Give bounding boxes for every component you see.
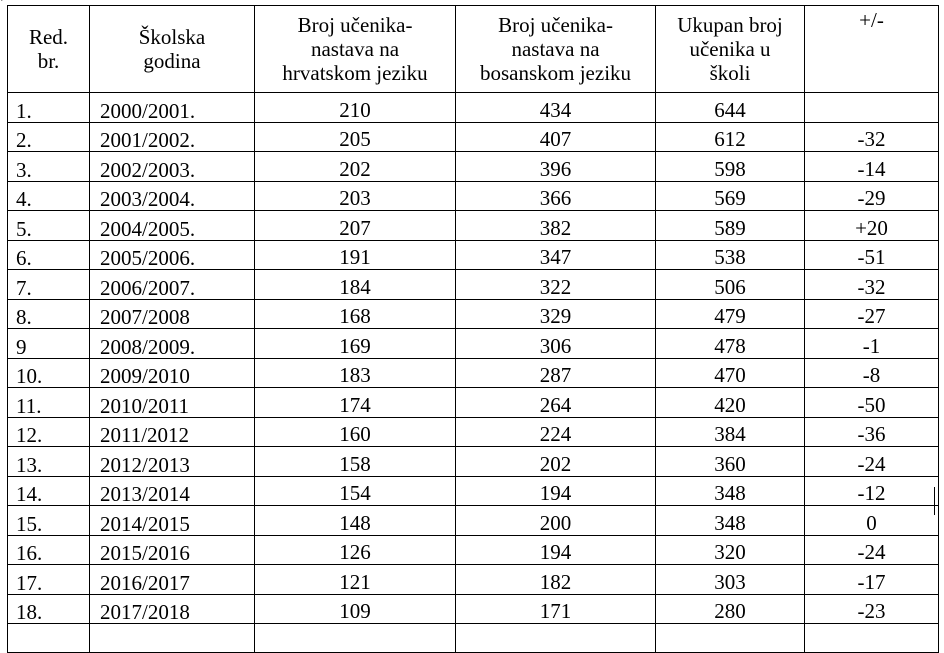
row-number-cell: 14. xyxy=(8,476,90,506)
croatian-count-cell: 207 xyxy=(255,211,456,241)
header-line: Broj učenika- xyxy=(498,13,613,37)
table-row xyxy=(8,181,939,211)
table-row xyxy=(8,329,939,359)
bosnian-count-cell: 194 xyxy=(456,476,656,506)
difference-cell: -24 xyxy=(805,535,939,565)
bosnian-count-cell: 264 xyxy=(456,388,656,418)
header-line: +/- xyxy=(859,8,884,32)
row-number-cell: 10. xyxy=(8,358,90,388)
total-count-cell: 360 xyxy=(656,447,805,477)
bosnian-count-cell: 194 xyxy=(456,535,656,565)
table-row xyxy=(8,122,939,152)
header-skolska-godina xyxy=(90,6,255,93)
school-year-cell xyxy=(90,624,255,653)
school-year-cell: 2013/2014 xyxy=(90,476,255,506)
school-year-cell: 2004/2005. xyxy=(90,211,255,241)
header-line: školi xyxy=(709,61,751,85)
total-count-cell: 303 xyxy=(656,565,805,595)
croatian-count-cell: 154 xyxy=(255,476,456,506)
bosnian-count-cell: 322 xyxy=(456,270,656,300)
croatian-count-cell: 210 xyxy=(255,93,456,123)
table-row xyxy=(8,270,939,300)
school-year-cell: 2011/2012 xyxy=(90,417,255,447)
croatian-count-cell: 160 xyxy=(255,417,456,447)
bosnian-count-cell: 306 xyxy=(456,329,656,359)
school-year-cell: 2003/2004. xyxy=(90,181,255,211)
total-count-cell: 478 xyxy=(656,329,805,359)
table-body xyxy=(8,93,939,653)
difference-cell: -32 xyxy=(805,270,939,300)
row-number-cell: 15. xyxy=(8,506,90,536)
row-number-cell: 7. xyxy=(8,270,90,300)
total-count-cell xyxy=(656,624,805,653)
table-row xyxy=(8,240,939,270)
header-line: godina xyxy=(143,49,201,73)
table-row xyxy=(8,93,939,123)
difference-cell: -32 xyxy=(805,122,939,152)
school-year-cell: 2006/2007. xyxy=(90,270,255,300)
total-count-cell: 538 xyxy=(656,240,805,270)
table-row xyxy=(8,417,939,447)
croatian-count-cell: 126 xyxy=(255,535,456,565)
difference-cell: -50 xyxy=(805,388,939,418)
header-line: nastava na xyxy=(511,37,600,61)
total-count-cell: 644 xyxy=(656,93,805,123)
table-row xyxy=(8,476,939,506)
croatian-count-cell: 184 xyxy=(255,270,456,300)
difference-cell xyxy=(805,93,939,123)
table-row xyxy=(8,535,939,565)
difference-cell: -23 xyxy=(805,594,939,624)
header-hrvatski xyxy=(255,6,456,93)
bosnian-count-cell xyxy=(456,624,656,653)
difference-cell: -17 xyxy=(805,565,939,595)
school-year-cell: 2017/2018 xyxy=(90,594,255,624)
difference-cell: -29 xyxy=(805,181,939,211)
total-count-cell: 470 xyxy=(656,358,805,388)
table-row xyxy=(8,388,939,418)
table-row xyxy=(8,565,939,595)
croatian-count-cell: 203 xyxy=(255,181,456,211)
school-year-cell: 2012/2013 xyxy=(90,447,255,477)
row-number-cell: 1. xyxy=(8,93,90,123)
table-row xyxy=(8,299,939,329)
croatian-count-cell xyxy=(255,624,456,653)
croatian-count-cell: 169 xyxy=(255,329,456,359)
total-count-cell: 348 xyxy=(656,476,805,506)
total-count-cell: 589 xyxy=(656,211,805,241)
row-number-cell: 3. xyxy=(8,152,90,182)
bosnian-count-cell: 224 xyxy=(456,417,656,447)
row-number-cell: 6. xyxy=(8,240,90,270)
bosnian-count-cell: 434 xyxy=(456,93,656,123)
school-year-cell: 2014/2015 xyxy=(90,506,255,536)
difference-cell: +20 xyxy=(805,211,939,241)
row-number-cell: 8. xyxy=(8,299,90,329)
table-row xyxy=(8,447,939,477)
croatian-count-cell: 183 xyxy=(255,358,456,388)
croatian-count-cell: 148 xyxy=(255,506,456,536)
student-count-table xyxy=(7,5,939,653)
difference-cell: -51 xyxy=(805,240,939,270)
croatian-count-cell: 205 xyxy=(255,122,456,152)
bosnian-count-cell: 287 xyxy=(456,358,656,388)
croatian-count-cell: 158 xyxy=(255,447,456,477)
bosnian-count-cell: 407 xyxy=(456,122,656,152)
croatian-count-cell: 121 xyxy=(255,565,456,595)
school-year-cell: 2015/2016 xyxy=(90,535,255,565)
total-count-cell: 612 xyxy=(656,122,805,152)
school-year-cell: 2000/2001. xyxy=(90,93,255,123)
croatian-count-cell: 202 xyxy=(255,152,456,182)
difference-cell: -24 xyxy=(805,447,939,477)
croatian-count-cell: 168 xyxy=(255,299,456,329)
bosnian-count-cell: 200 xyxy=(456,506,656,536)
table-row xyxy=(8,211,939,241)
row-number-cell: 9 xyxy=(8,329,90,359)
row-number-cell: 4. xyxy=(8,181,90,211)
row-number-cell: 13. xyxy=(8,447,90,477)
header-red-br xyxy=(8,6,90,93)
header-line: nastava na xyxy=(310,37,400,61)
difference-cell: -14 xyxy=(805,152,939,182)
bosnian-count-cell: 382 xyxy=(456,211,656,241)
bosnian-count-cell: 366 xyxy=(456,181,656,211)
header-bosanski xyxy=(456,6,656,93)
header-line: Red. xyxy=(28,25,69,49)
row-number-cell: 17. xyxy=(8,565,90,595)
total-count-cell: 320 xyxy=(656,535,805,565)
header-line: bosanskom jeziku xyxy=(479,61,632,85)
row-number-cell xyxy=(8,624,90,653)
bosnian-count-cell: 396 xyxy=(456,152,656,182)
row-number-cell: 12. xyxy=(8,417,90,447)
school-year-cell: 2009/2010 xyxy=(90,358,255,388)
header-line: Ukupan broj xyxy=(677,13,783,37)
total-count-cell: 384 xyxy=(656,417,805,447)
total-count-cell: 569 xyxy=(656,181,805,211)
difference-cell: -1 xyxy=(805,329,939,359)
total-count-cell: 598 xyxy=(656,152,805,182)
header-line: Broj učenika- xyxy=(297,13,413,37)
table-row xyxy=(8,506,939,536)
header-diff xyxy=(805,6,939,93)
table-row xyxy=(8,624,939,653)
school-year-cell: 2002/2003. xyxy=(90,152,255,182)
croatian-count-cell: 191 xyxy=(255,240,456,270)
row-number-cell: 2. xyxy=(8,122,90,152)
table-row xyxy=(8,594,939,624)
row-number-cell: 16. xyxy=(8,535,90,565)
bosnian-count-cell: 329 xyxy=(456,299,656,329)
difference-cell xyxy=(805,624,939,653)
bosnian-count-cell: 182 xyxy=(456,565,656,595)
table-row xyxy=(8,358,939,388)
difference-cell: -27 xyxy=(805,299,939,329)
header-line: učenika u xyxy=(689,37,771,61)
header-ukupno xyxy=(656,6,805,93)
row-number-cell: 11. xyxy=(8,388,90,418)
difference-cell: -36 xyxy=(805,417,939,447)
croatian-count-cell: 109 xyxy=(255,594,456,624)
school-year-cell: 2008/2009. xyxy=(90,329,255,359)
difference-cell: -8 xyxy=(805,358,939,388)
difference-cell: 0 xyxy=(805,506,939,536)
student-count-table-wrapper xyxy=(7,5,939,653)
table-header xyxy=(8,6,939,93)
school-year-cell: 2007/2008 xyxy=(90,299,255,329)
header-line: Školska xyxy=(138,25,206,49)
corner-mark: ˅ xyxy=(0,0,4,7)
difference-cell: -12 xyxy=(805,476,939,506)
bosnian-count-cell: 202 xyxy=(456,447,656,477)
school-year-cell: 2001/2002. xyxy=(90,122,255,152)
total-count-cell: 479 xyxy=(656,299,805,329)
bosnian-count-cell: 171 xyxy=(456,594,656,624)
school-year-cell: 2005/2006. xyxy=(90,240,255,270)
row-number-cell: 18. xyxy=(8,594,90,624)
croatian-count-cell: 174 xyxy=(255,388,456,418)
total-count-cell: 280 xyxy=(656,594,805,624)
total-count-cell: 506 xyxy=(656,270,805,300)
table-row xyxy=(8,152,939,182)
total-count-cell: 420 xyxy=(656,388,805,418)
school-year-cell: 2016/2017 xyxy=(90,565,255,595)
header-line: hrvatskom jeziku xyxy=(282,61,428,85)
header-row xyxy=(8,6,939,93)
school-year-cell: 2010/2011 xyxy=(90,388,255,418)
bosnian-count-cell: 347 xyxy=(456,240,656,270)
row-number-cell: 5. xyxy=(8,211,90,241)
margin-bar-mark xyxy=(934,487,935,515)
header-line: br. xyxy=(37,49,60,73)
total-count-cell: 348 xyxy=(656,506,805,536)
